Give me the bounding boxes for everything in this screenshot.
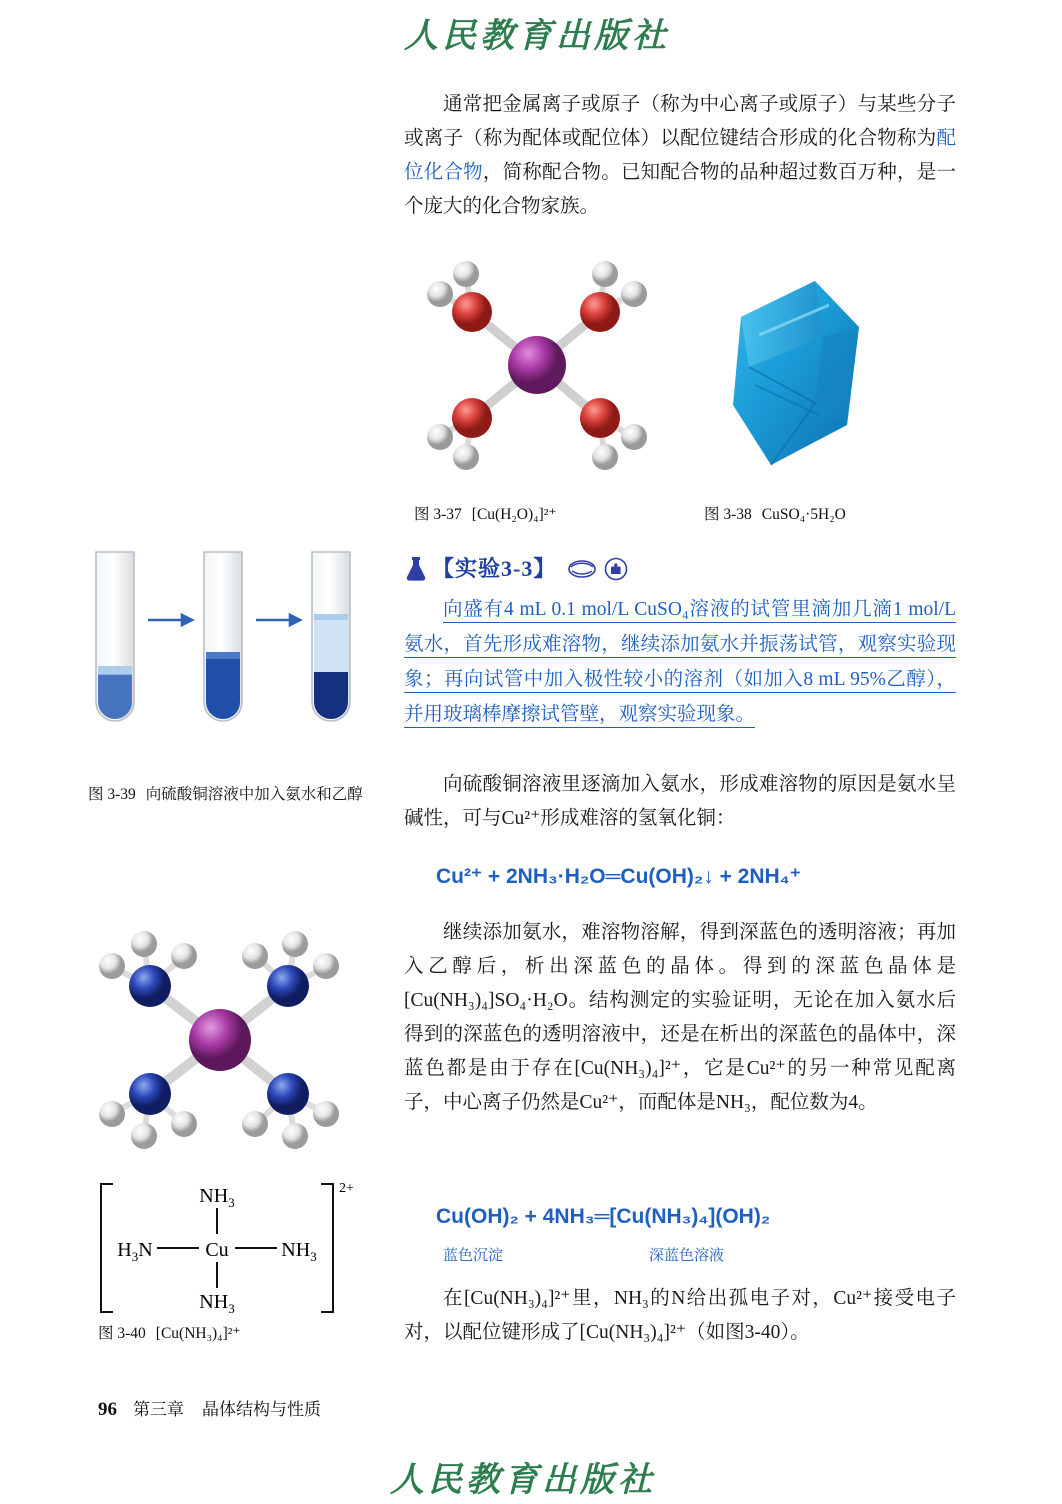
figure-338-label: CuSO₄·5H₂O [761,506,846,523]
figure-339-number: 图 3-39 [88,786,136,803]
equation-1: Cu²⁺ + 2NH₃·H₂O═Cu(OH)₂↓ + 2NH₄⁺ [436,865,801,888]
footer-chapter: 第三章 [133,1400,184,1419]
publisher-logo-top: 人民教育出版社 [404,18,670,55]
svg-text:Cu: Cu [205,1239,229,1261]
figure-row-337-338 [404,250,956,535]
figure-338-caption [704,502,846,524]
intro-paragraph-block [404,88,956,228]
svg-text:NH3: $NH_3$ [199,1291,235,1316]
flask-icon [404,556,428,582]
term-coordination-compound: 配位化合物 [404,128,956,183]
figure-338-number: 图 3-38 [704,506,752,523]
paragraph-definition-part1: 通常把金属离子或原子（称为中心离子或原子）与某些分子或离子（称为配体或配位体）以配位键结合形成的化合物称为 [404,94,956,149]
goggles-icon [568,558,596,580]
footer-chapter-title: 晶体结构与性质 [202,1400,321,1419]
experiment-header [404,552,964,582]
figure-337-caption [414,502,557,524]
figure-337-number: 图 3-37 [414,506,462,523]
paragraph-ammonia-reason: 向硫酸铜溶液里逐滴加入氨水，形成难溶物的原因是氨水呈碱性，可与Cu²⁺形成难溶的氢氧化铜： [404,774,956,829]
experiment-title: 【实验3-3】 [432,556,557,581]
molecule-cu-h2o-4-image [404,250,684,480]
figure-340-label: [Cu(NH₃)₄]²⁺ [155,1325,241,1342]
page-number: 96 [98,1399,117,1420]
molecule-cu-nh3-4-image [78,918,368,1163]
paragraph-definition [404,88,956,224]
paragraph-definition-part2: ，简称配合物。已知配合物的品种超过数百万种，是一个庞大的化合物家族。 [404,162,956,217]
paragraph-block-3 [404,916,956,1124]
figure-340-number: 图 3-40 [98,1325,146,1342]
page-footer [98,1395,321,1421]
figure-339-caption [88,782,363,804]
svg-text:NH3: $NH_3$ [281,1239,317,1264]
test-tubes-image [88,548,373,763]
paragraph-block-4 [404,1282,956,1354]
paragraph-lone-pair: 在[Cu(NH₃)₄]²⁺里，NH₃的N给出孤电子对，Cu²⁺接受电子对，以配位键形成了[Cu(NH₃)₄]²⁺（如图3-40）。 [404,1288,956,1343]
publisher-logo-bottom: 人民教育出版社 [390,1462,656,1499]
svg-text:2+: 2+ [339,1181,354,1196]
equation-2-label-right: 深蓝色溶液 [649,1247,725,1264]
experiment-instructions [404,592,956,732]
svg-text:H3N: $H_3N$ [117,1239,153,1264]
svg-text:NH3: $NH_3$ [199,1185,235,1210]
experiment-instructions-text: 向盛有4 mL 0.1 mol/L CuSO₄溶液的试管里滴加几滴1 mol/L氨水，首先形成难溶物，继续添加氨水并振荡试管，观察实验现象；再向试管中加入极性较小的溶剂（如加入8 mL 95%乙醇），并用玻璃棒摩擦试管壁，观察实验现象。 [404,599,956,728]
structural-formula-diagram [95,1178,355,1316]
equation-2: Cu(OH)₂ + 4NH₃═[Cu(NH₃)₄](OH)₂ [436,1205,771,1228]
figure-340-caption [98,1321,241,1343]
paragraph-deep-blue: 继续添加氨水，难溶物溶解，得到深蓝色的透明溶液；再加入乙醇后，析出深蓝色的晶体。得到的深蓝色晶体是[Cu(NH₃)₄]SO₄·H₂O。结构测定的实验证明，无论在加入氨水后得到的深蓝色的透明溶液中，还是在析出的深蓝色的晶体中，深蓝色都是由于存在[Cu(NH₃)₄]²⁺，它是Cu²⁺的另一种常见配离子，中心离子仍然是Cu²⁺，而配体是NH₃，配位数为4。 [404,922,956,1113]
gloves-icon [604,557,628,581]
equation-2-label-left: 蓝色沉淀 [443,1247,504,1264]
figure-339-label: 向硫酸铜溶液中加入氨水和乙醇 [145,786,363,803]
paragraph-block-2 [404,768,956,840]
figure-337-label: [Cu(H₂O)₄]²⁺ [471,506,557,523]
crystal-cuso4-image [719,275,879,475]
